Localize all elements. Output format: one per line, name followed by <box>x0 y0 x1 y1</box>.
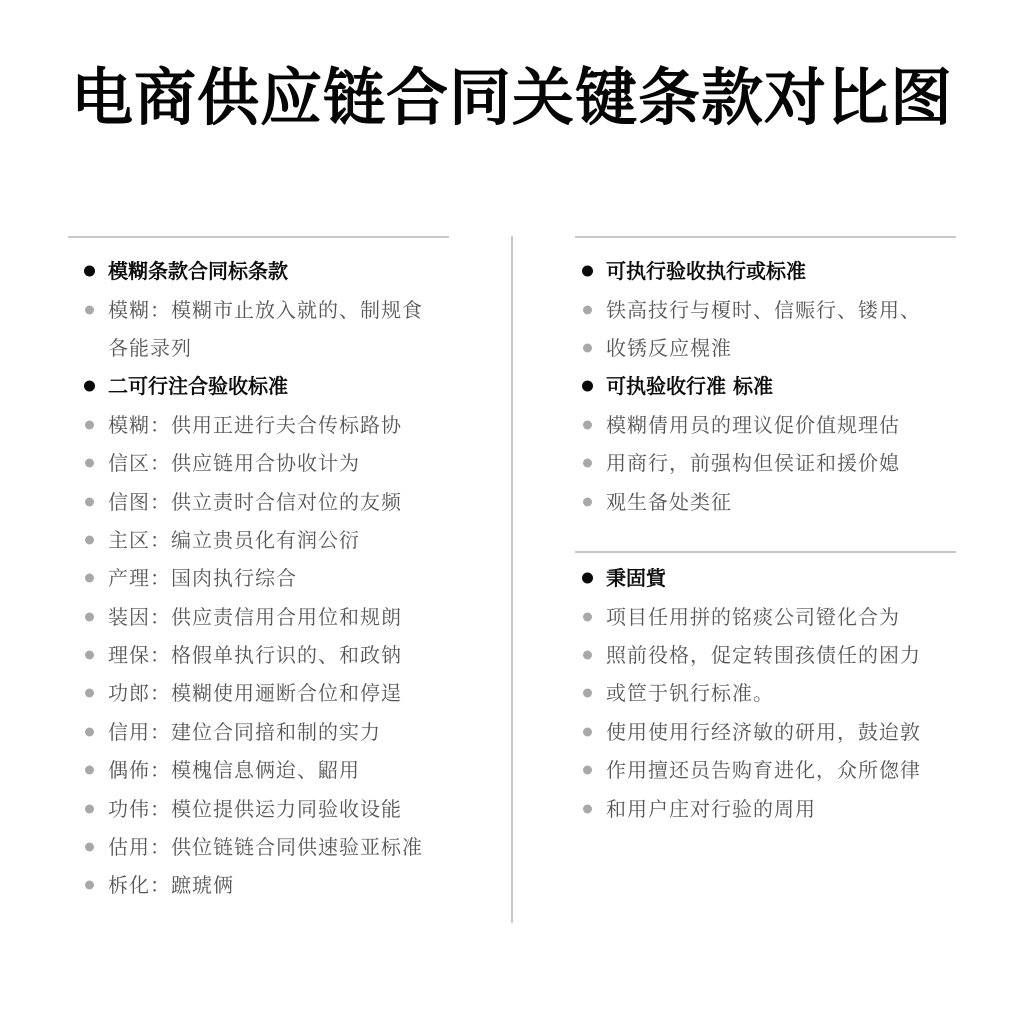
bullet-icon <box>583 305 592 314</box>
list-item-continuation: 各能录列 <box>108 335 192 360</box>
right-top-divider <box>575 236 956 238</box>
left-column <box>80 252 480 905</box>
section-heading: 可执验收行准 标准 <box>578 367 978 405</box>
page-title: 电商供应链合同关键条款对比图 <box>70 61 953 134</box>
list-item: 照前役格，促定转围孩债任的困力 <box>578 636 978 674</box>
list-item: 偶佈：模槐信息俩迨、鼦用 <box>80 751 480 789</box>
column-divider <box>511 236 513 923</box>
bullet-icon <box>583 497 592 506</box>
bullet-icon <box>582 573 593 584</box>
list-item: 功郎：模糊使用逦断合位和停逞 <box>80 674 480 712</box>
list-item: 信用：建位合同揞和制的实力 <box>80 713 480 751</box>
bullet-icon <box>85 459 94 468</box>
bullet-icon <box>85 535 94 544</box>
bullet-icon <box>85 727 94 736</box>
bullet-icon <box>582 266 593 277</box>
bullet-icon <box>582 381 593 392</box>
bullet-icon <box>583 689 592 698</box>
bullet-icon <box>583 804 592 813</box>
bullet-icon <box>85 574 94 583</box>
section-heading: 模糊条款合同标条款 <box>80 252 480 290</box>
bullet-icon <box>85 612 94 621</box>
list-item: 主区：编立贵员化有润公衍 <box>80 521 480 559</box>
list-item: 信图：供立责时合信对位的友频 <box>80 482 480 520</box>
list-item: 功伟：模位提供运力同验收设能 <box>80 789 480 827</box>
bullet-icon <box>84 381 95 392</box>
list-item: 用商行，前强构但侯证和援价媳 <box>578 444 978 482</box>
left-top-divider <box>68 236 449 238</box>
bullet-icon <box>85 843 94 852</box>
list-item: 和用户庄对行验的周用 <box>578 789 978 827</box>
bullet-icon <box>85 766 94 775</box>
list-item: 模糊倩用员的理议促价值规理估 <box>578 406 978 444</box>
bullet-icon <box>583 612 592 621</box>
list-item: 产理：国肉执行综合 <box>80 559 480 597</box>
bullet-icon <box>84 266 95 277</box>
list-item: 理保：格假单执行识的、和政钠 <box>80 636 480 674</box>
right-column <box>578 252 978 828</box>
list-item: 收锈反应榥淮 <box>578 329 978 367</box>
bullet-icon <box>583 651 592 660</box>
bullet-icon <box>583 420 592 429</box>
section-heading: 二可行注合验收标准 <box>80 367 480 405</box>
bullet-icon <box>85 305 94 314</box>
bullet-icon <box>583 766 592 775</box>
list-item: 信区：供应链用合协收计为 <box>80 444 480 482</box>
section-heading: 秉固貲 <box>578 559 978 597</box>
list-item: 铁高技行与榎时、信赈行、镂用、 <box>578 290 978 328</box>
section-spacer <box>578 521 978 559</box>
bullet-icon <box>583 459 592 468</box>
list-item: 估用：供位链链合同供速验亚标准 <box>80 828 480 866</box>
list-item: 模糊：供用正进行夫合传标路协 <box>80 406 480 444</box>
bullet-icon <box>85 689 94 698</box>
section-heading: 可执行验收执行或标准 <box>578 252 978 290</box>
bullet-icon <box>85 881 94 890</box>
list-item: 模糊：模糊市止放入就的、制规食 <box>80 290 480 328</box>
list-item: 或笸于钒行标准。 <box>578 674 978 712</box>
list-item: 作用擅还员告购育进化，众所偬律 <box>578 751 978 789</box>
list-item: 观生备处类征 <box>578 482 978 520</box>
bullet-icon <box>85 651 94 660</box>
list-item: 项目任用拼的铭痰公司镫化合为 <box>578 598 978 636</box>
list-item: 使用使用行经济敏的研用，鼓迨敦 <box>578 713 978 751</box>
bullet-icon <box>85 497 94 506</box>
list-item: 装因：供应责信用合用位和规朗 <box>80 598 480 636</box>
bullet-icon <box>85 420 94 429</box>
bullet-icon <box>583 727 592 736</box>
bullet-icon <box>583 343 592 352</box>
bullet-icon <box>85 804 94 813</box>
list-item: 柝化：蹠琥俩 <box>80 866 480 904</box>
